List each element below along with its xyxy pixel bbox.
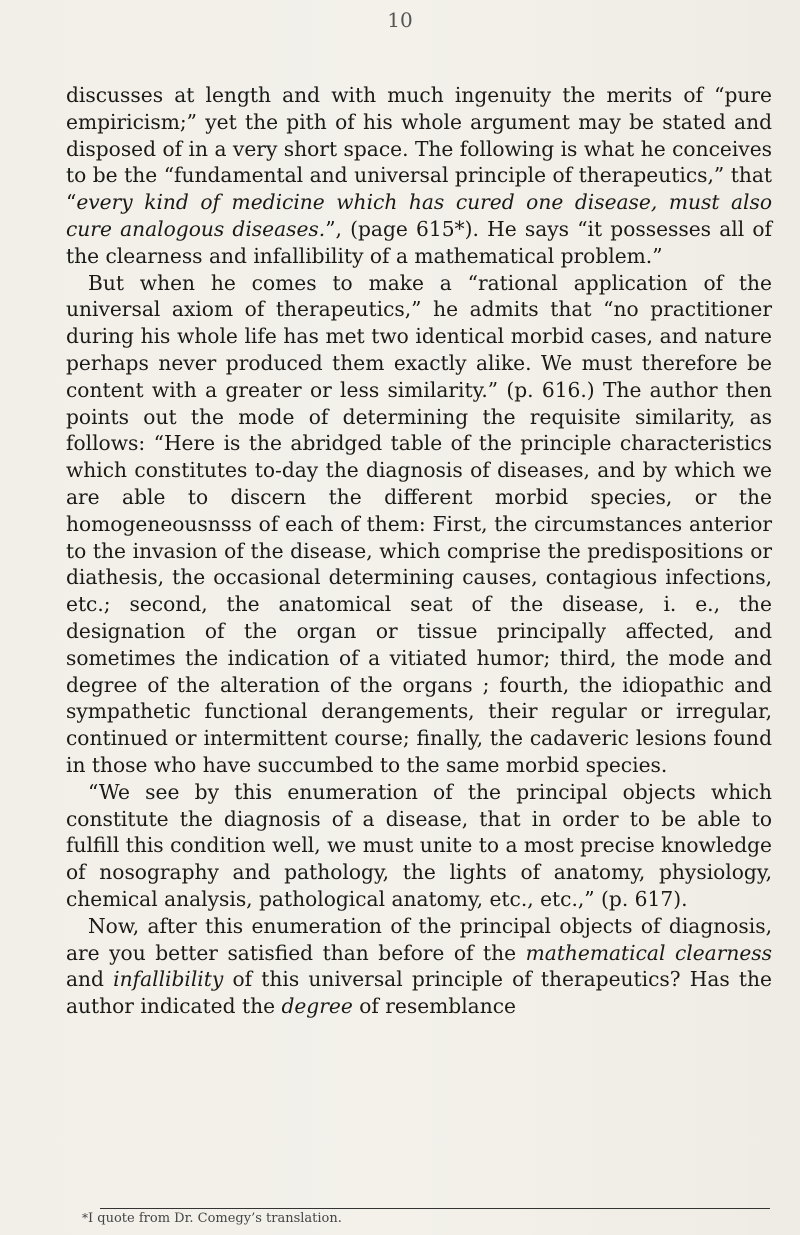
- body-text: [66, 82, 772, 1020]
- page-number: 10: [387, 8, 413, 32]
- text-segment: But when he comes to make a “rational application of the universal axiom of therapeutics,” he admits that “no practitioner during his whole life has met two identical morbid cases, and nature perhaps never produced them exactly alike. We must therefore be content with a greater or less similarity.” (p. 616.) The author then points out the mode of determining the requisite similarity, as follows: “Here is the abridged table of the principle characteristics which constitutes to-day the diagnosis of diseases, and by which we are able to discern the different morbid species, or the homogeneousnsss of each of them: First, the circumstances anterior to the invasion of the disease, which comprise the predispositions or diathesis, the occasional determining causes, contagious infections, etc.; second, the anatomical seat of the disease, i. e., the designation of the organ or tissue principally affected, and sometimes the indication of a vitiated humor; third, the mode and degree of the alteration of the organs ; fourth, the idiopathic and sympathetic functional derangements, their regular or irregular, continued or intermittent course; finally, the cadaveric lesions found in those who have succumbed to the same morbid species.: [66, 270, 772, 777]
- text-segment: of this universal principle of therapeutics? Has the author indicated the: [66, 967, 772, 1019]
- footnote-text: I quote from Dr. Comegy’s translation.: [88, 1211, 342, 1226]
- italic-phrase: degree: [281, 994, 353, 1019]
- paragraph-3: [66, 779, 772, 913]
- footnote-marker: *: [82, 1211, 88, 1225]
- italic-phrase: infallibility: [113, 967, 224, 992]
- italic-quote: every kind of medicine which has cured one disease, must also cure analogous diseases.: [66, 190, 772, 241]
- text-segment: of resemblance: [352, 994, 516, 1019]
- text-segment: and: [66, 967, 114, 992]
- text-segment: ”, (page 615*). He says “it possesses all of the clearness and infallibility of a mathematical problem.”: [66, 216, 772, 268]
- paragraph-1: [66, 82, 772, 270]
- paragraph-4: [66, 913, 772, 1020]
- footnote-divider: [100, 1208, 770, 1209]
- italic-phrase: mathematical clearness: [525, 940, 773, 965]
- text-segment: Now, after this enumeration of the principal objects of diagnosis, are you better satisfied than before of the: [66, 913, 772, 965]
- text-segment: discusses at length and with much ingenuity the merits of “pure empiricism;” yet the pith of his whole argument may be stated and disposed of in a very short space. The following is what he conceives to be the “fundamental and universal principle of therapeutics,” that “: [66, 83, 772, 215]
- text-segment: “We see by this enumeration of the principal objects which constitute the diagnosis of a disease, that in order to be able to fulfill this condition well, we must unite to a most precise knowledge of nosography and pathology, the lights of anatomy, physiology, chemical analysis, pathological anatomy, etc., etc.,” (p. 617).: [66, 779, 772, 911]
- footnote: [82, 1211, 342, 1226]
- paragraph-2: [66, 270, 772, 779]
